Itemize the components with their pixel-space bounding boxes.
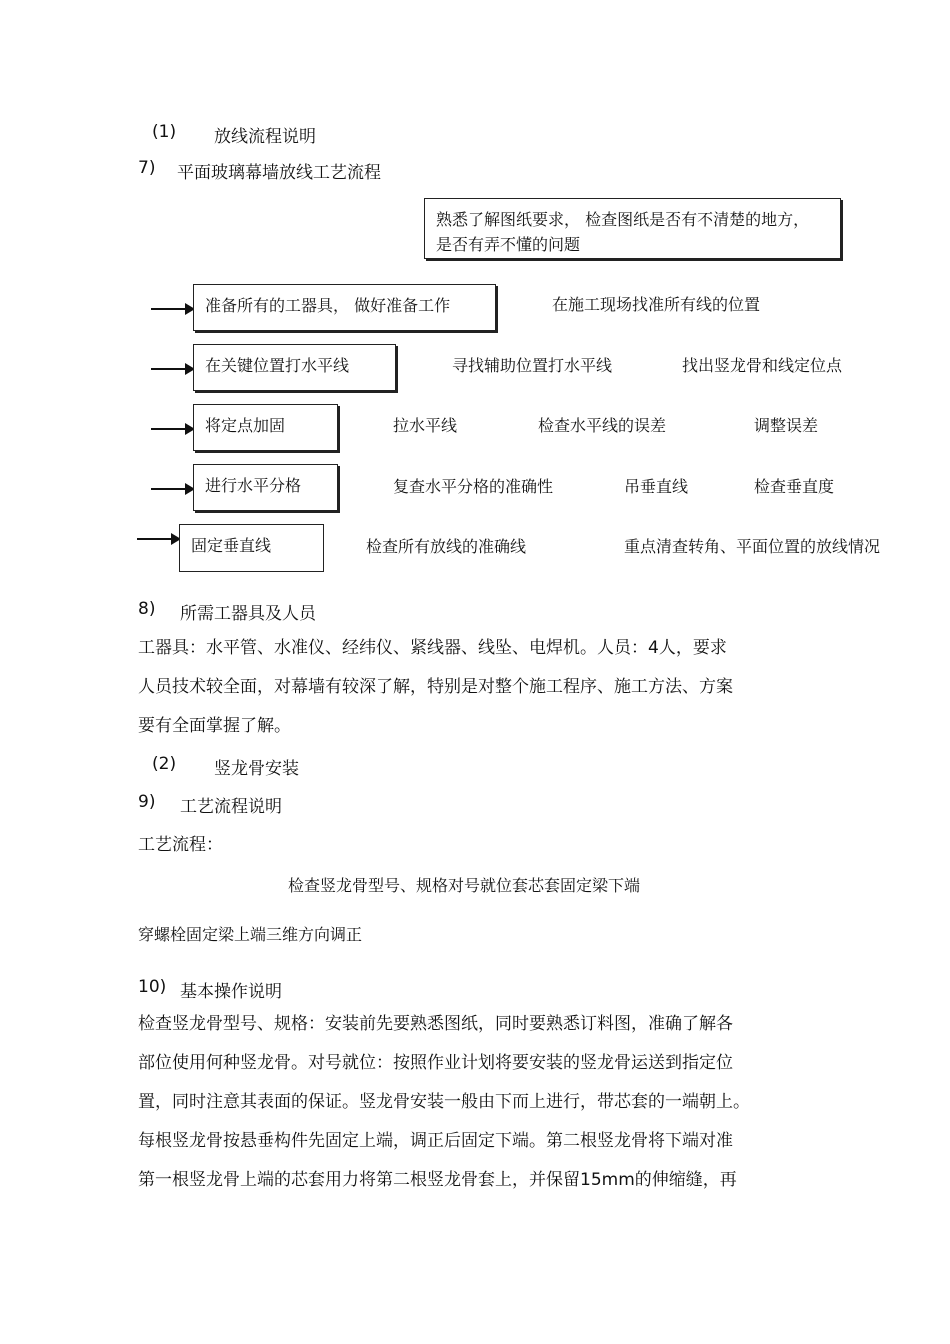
heading-8-number: 8) — [138, 599, 156, 619]
paragraph-10-line3: 置，同时注意其表面的保证。竖龙骨安装一般由下而上进行，带芯套的一端朝上。 — [138, 1092, 750, 1112]
flow-step: 重点清查转角、平面位置的放线情况 — [624, 537, 881, 556]
flow-box-1-label: 准备所有的工器具， 做好准备工作 — [205, 296, 451, 315]
flow-box-1 — [193, 284, 496, 331]
paragraph-10-line5: 第一根竖龙骨上端的芯套用力将第二根竖龙骨套上，并保留15mm的伸缩缝，再 — [138, 1170, 737, 1190]
section-1-title: 放线流程说明 — [214, 127, 316, 147]
flow-step: 在施工现场找准所有线的位置 — [552, 295, 761, 314]
paragraph-8-line3: 要有全面掌握了解。 — [138, 716, 291, 736]
flow-box-5-label: 固定垂直线 — [191, 536, 272, 555]
flow-box-5 — [179, 524, 324, 572]
flow-box-4 — [193, 464, 338, 511]
paragraph-10-line1: 检查竖龙骨型号、规格：安装前先要熟悉图纸，同时要熟悉订料图，准确了解各 — [138, 1014, 733, 1034]
section-2-title: 竖龙骨安装 — [214, 759, 299, 779]
flow-arrow-3 — [151, 428, 193, 430]
flow-top-box — [424, 198, 841, 259]
flow-box-2-label: 在关键位置打水平线 — [205, 356, 350, 375]
process-flow-line2: 穿螺栓固定梁上端三维方向调正 — [138, 925, 363, 944]
process-flow-line1: 检查竖龙骨型号、规格对号就位套芯套固定梁下端 — [288, 876, 641, 895]
flow-box-3 — [193, 404, 338, 451]
flow-arrow-2 — [151, 368, 193, 370]
flow-step: 找出竖龙骨和线定位点 — [682, 356, 843, 375]
flow-step: 调整误差 — [754, 416, 819, 435]
flow-box-4-label: 进行水平分格 — [205, 476, 302, 495]
flow-step: 检查所有放线的准确线 — [366, 537, 527, 556]
flow-arrow-4 — [151, 488, 193, 490]
heading-9-title: 工艺流程说明 — [180, 797, 282, 817]
flow-step: 检查水平线的误差 — [538, 416, 667, 435]
flow-box-2 — [193, 344, 396, 391]
flow-arrow-5 — [137, 538, 179, 540]
heading-7-title: 平面玻璃幕墙放线工艺流程 — [177, 163, 381, 183]
paragraph-8-line1: 工器具：水平管、水准仪、经纬仪、紧线器、线坠、电焊机。人员：4人，要求 — [138, 638, 727, 658]
heading-8-title: 所需工器具及人员 — [180, 604, 316, 624]
flow-step: 寻找辅助位置打水平线 — [452, 356, 613, 375]
flow-step: 拉水平线 — [393, 416, 458, 435]
flow-arrow-1 — [151, 308, 193, 310]
paragraph-10-line4: 每根竖龙骨按悬垂构件先固定上端，调正后固定下端。第二根竖龙骨将下端对准 — [138, 1131, 733, 1151]
heading-9-number: 9) — [138, 792, 156, 812]
paragraph-8-line2: 人员技术较全面，对幕墙有较深了解，特别是对整个施工程序、施工方法、方案 — [138, 677, 733, 697]
process-label: 工艺流程： — [138, 835, 223, 855]
flow-box-3-label: 将定点加固 — [205, 416, 286, 435]
heading-7-number: 7) — [138, 158, 156, 178]
heading-10-title: 基本操作说明 — [180, 982, 282, 1002]
flow-step: 复查水平分格的准确性 — [393, 477, 554, 496]
heading-10-number: 10) — [138, 977, 167, 997]
flow-step: 检查垂直度 — [754, 477, 835, 496]
flow-top-box-line1: 熟悉了解图纸要求， 检查图纸是否有不清楚的地方， — [436, 210, 810, 229]
section-1-number: (1) — [152, 122, 177, 142]
flow-top-box-line2: 是否有弄不懂的问题 — [436, 235, 581, 254]
flow-step: 吊垂直线 — [624, 477, 689, 496]
paragraph-10-line2: 部位使用何种竖龙骨。对号就位：按照作业计划将要安装的竖龙骨运送到指定位 — [138, 1053, 733, 1073]
section-2-number: (2) — [152, 754, 177, 774]
